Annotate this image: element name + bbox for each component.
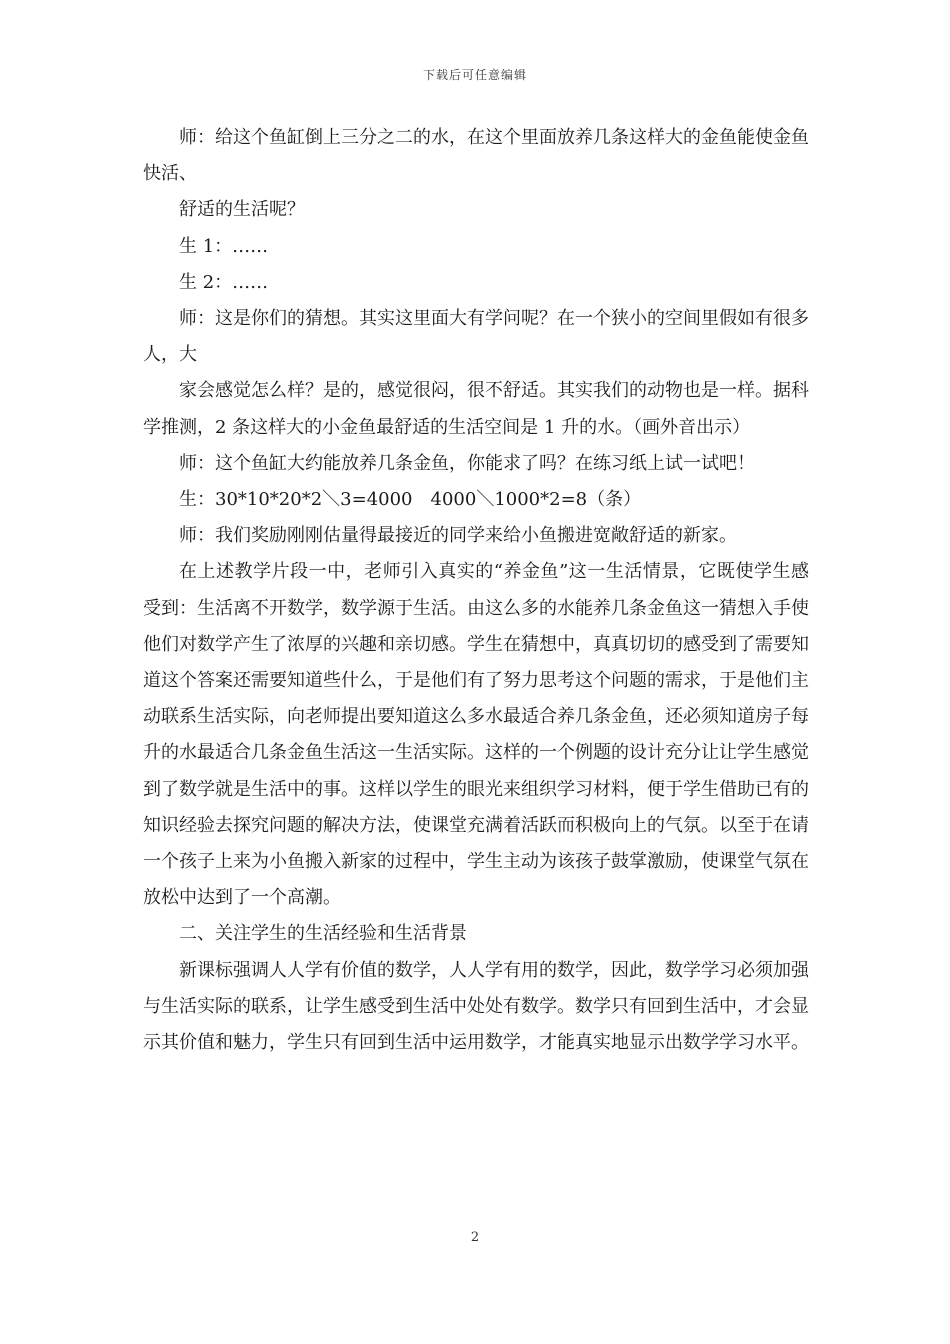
paragraph-teacher-question: 师：给这个鱼缸倒上三分之二的水，在这个里面放养几条这样大的金鱼能使金鱼快活、 [143,127,809,185]
paragraph-teacher-reward: 师：我们奖励刚刚估量得最接近的同学来给小鱼搬进宽敞舒适的新家。 [179,525,737,547]
paragraph-teacher-guess-cont: 家会感觉怎么样？是的，感觉很闷，很不舒适。其实我们的动物也是一样。据科学推测，2 条这样大的小金鱼最舒适的生活空间是 1 升的水。（画外音出示） [143,380,809,438]
paragraph-student-2: 生 2：…… [179,271,269,293]
section-heading: 二、关注学生的生活经验和生活背景 [179,923,467,945]
paragraph-student-answer: 生：30*10*20*2＼3=4000 4000＼1000*2=8（条） [179,489,642,511]
page-header: 下载后可任意编辑 [422,68,527,82]
paragraph-teacher-guess: 师：这是你们的猜想。其实这里面大有学问呢？在一个狭小的空间里假如有很多人，大 [143,308,809,366]
paragraph-teacher-question-cont: 舒适的生活呢？ [179,199,305,221]
paragraph-student-1: 生 1：…… [179,235,269,257]
paragraph-analysis: 在上述教学片段一中，老师引入真实的“养金鱼”这一生活情景，它既使学生感受到：生活离不开数学，数学源于生活。由这么多的水能养几条金鱼这一猜想入手使他们对数学产生了浓厚的兴趣和亲切感。学生在猜想中，真真切切的感受到了需要知道这个答案还需要知道些什么，于是他们有了努力思考这个问题的需求，于是他们主动联系生活实际，向老师提出要知道这么多水最适合养几条金鱼，还必须知道房子每升的水最适合几条金鱼生活这一生活实际。这样的一个例题的设计充分让让学生感觉到了数学就是生活中的事。这样以学生的眼光来组织学习材料，便于学生借助已有的知识经验去探究问题的解决方法，使课堂充满着活跃而积极向上的气氛。以至于在请一个孩子上来为小鱼搬入新家的过程中，学生主动为该孩子鼓掌激励，使课堂气氛在放松中达到了一个高潮。 [143,561,809,909]
paragraph-curriculum: 新课标强调人人学有价值的数学，人人学有用的数学，因此，数学学习必须加强与生活实际的联系，让学生感受到生活中处处有数学。数学只有回到生活中，才会显示其价值和魅力，学生只有回到生活中运用数学，才能真实地显示出数学学习水平。 [143,959,809,1054]
paragraph-teacher-task: 师：这个鱼缸大约能放养几条金鱼，你能求了吗？在练习纸上试一试吧！ [179,452,755,474]
body-text [143,120,809,1061]
page-number: 2 [470,1230,480,1245]
